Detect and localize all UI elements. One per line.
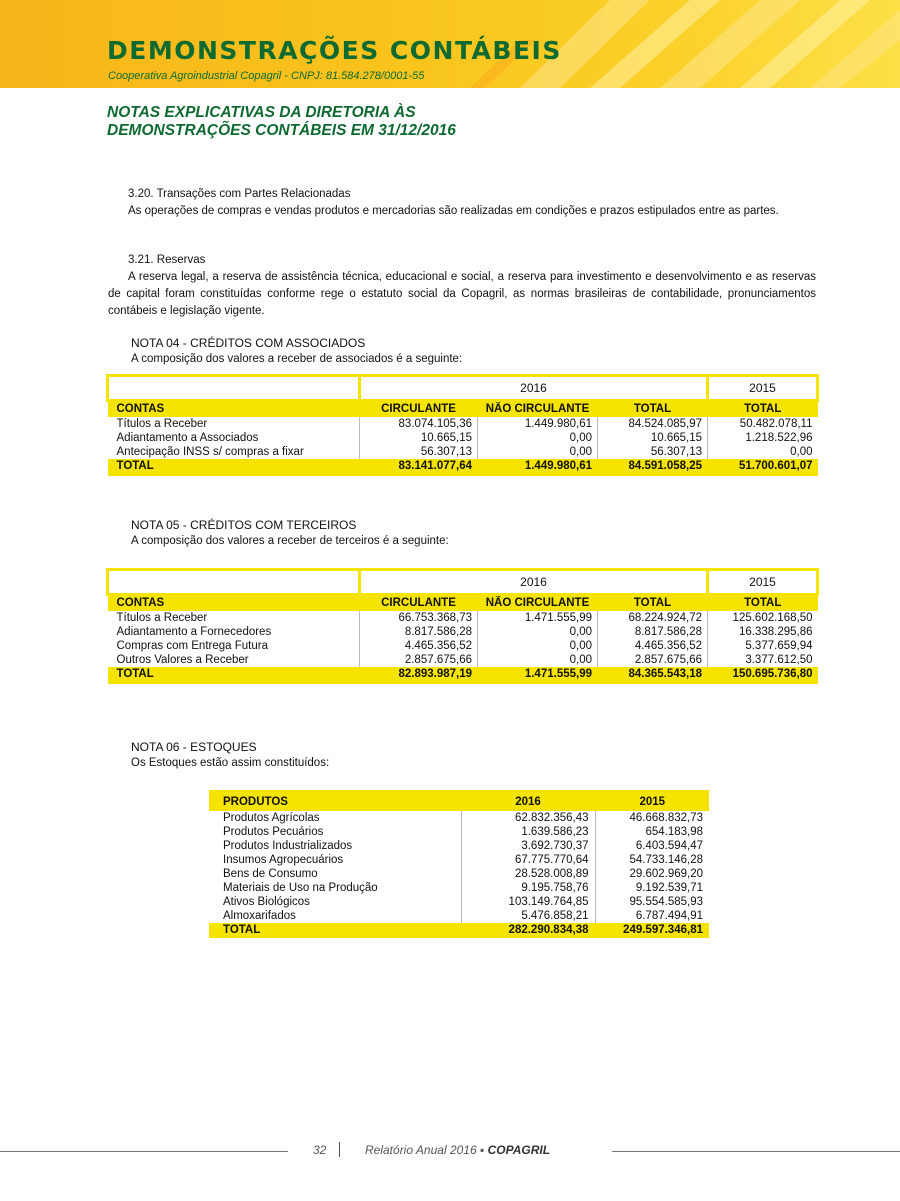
total-2015: 51.700.601,07	[708, 459, 818, 475]
table-row	[108, 625, 818, 639]
cell-nao-circulante: 1.471.555,99	[478, 611, 598, 625]
total-label: TOTAL	[108, 459, 360, 475]
column-header-nao-circulante: NÃO CIRCULANTE	[478, 401, 598, 418]
row-label: Materiais de Uso na Produção	[223, 882, 378, 894]
cell-circulante: 4.465.356,52	[360, 639, 478, 653]
nota05-header-row	[108, 595, 818, 612]
cell-total-2015: 125.602.168,50	[708, 611, 818, 625]
table-row	[209, 895, 709, 909]
company-subtitle: Cooperativa Agroindustrial Copagril - CNPJ: 81.584.278/0001-55	[108, 70, 425, 82]
table-row	[209, 839, 709, 853]
nota05-total-row	[108, 667, 818, 683]
section-3-20-title: 3.20. Transações com Partes Relacionadas	[128, 188, 351, 200]
table-row	[108, 417, 818, 431]
cell-total-2016: 10.665,15	[598, 431, 708, 445]
row-label: Produtos Agrícolas	[223, 812, 320, 824]
total-2015: 150.695.736,80	[708, 667, 818, 683]
column-header-contas: CONTAS	[108, 595, 360, 612]
table-row	[209, 853, 709, 867]
cell-2015: 6.403.594,47	[595, 839, 709, 853]
total-nao-circulante: 1.471.555,99	[478, 667, 598, 683]
cell-circulante: 83.074.105,36	[360, 417, 478, 431]
column-header-contas: CONTAS	[108, 401, 360, 418]
table-row	[209, 867, 709, 881]
footer-brand: COPAGRIL	[487, 1143, 551, 1157]
row-label: Títulos a Receber	[116, 612, 208, 624]
nota05-year-row	[108, 570, 818, 595]
cell-circulante: 8.817.586,28	[360, 625, 478, 639]
cell-2016: 28.528.008,89	[461, 867, 595, 881]
table-row	[209, 811, 709, 825]
header-banner	[0, 0, 900, 88]
row-label: Antecipação INSS s/ compras a fixar	[116, 446, 304, 458]
nota06-description: Os Estoques estão assim constituídos:	[131, 757, 330, 769]
column-header-2015: 2015	[595, 792, 709, 812]
cell-2015: 6.787.494,91	[595, 909, 709, 923]
column-header-2016: 2016	[461, 792, 595, 812]
total-circulante: 83.141.077,64	[360, 459, 478, 475]
cell-total-2016: 56.307,13	[598, 445, 708, 459]
cell-nao-circulante: 0,00	[478, 639, 598, 653]
nota04-table	[106, 374, 819, 476]
cell-circulante: 56.307,13	[360, 445, 478, 459]
section-3-21-title: 3.21. Reservas	[128, 254, 206, 266]
row-label: Outros Valores a Receber	[116, 654, 249, 666]
cell-circulante: 10.665,15	[360, 431, 478, 445]
total-label: TOTAL	[209, 923, 461, 938]
cell-total-2015: 5.377.659,94	[708, 639, 818, 653]
nota06-title: NOTA 06 - ESTOQUES	[131, 740, 257, 754]
cell-2015: 29.602.969,20	[595, 867, 709, 881]
total-2016: 84.591.058,25	[598, 459, 708, 475]
column-header-total-2016: TOTAL	[598, 401, 708, 418]
table-row	[209, 909, 709, 923]
cell-2016: 9.195.758,76	[461, 881, 595, 895]
row-label: Ativos Biológicos	[223, 896, 310, 908]
page-subtitle	[107, 104, 456, 140]
nota05-year-current: 2016	[360, 570, 708, 595]
cell-circulante: 66.753.368,73	[360, 611, 478, 625]
nota04-header-row	[108, 401, 818, 418]
cell-total-2015: 50.482.078,11	[708, 417, 818, 431]
cell-total-2015: 1.218.522,96	[708, 431, 818, 445]
total-nao-circulante: 1.449.980,61	[478, 459, 598, 475]
column-header-total-2016: TOTAL	[598, 595, 708, 612]
nota05-title: NOTA 05 - CRÉDITOS COM TERCEIROS	[131, 518, 357, 532]
table-row	[108, 639, 818, 653]
column-header-total-2015: TOTAL	[708, 401, 818, 418]
cell-2015: 54.733.146,28	[595, 853, 709, 867]
cell-2015: 654.183,98	[595, 825, 709, 839]
page-subtitle-line1: NOTAS EXPLICATIVAS DA DIRETORIA ÀS	[107, 104, 416, 121]
total-2016: 84.365.543,18	[598, 667, 708, 683]
cell-circulante: 2.857.675,66	[360, 653, 478, 667]
cell-2016: 3.692.730,37	[461, 839, 595, 853]
page-subtitle-line2: DEMONSTRAÇÕES CONTÁBEIS EM 31/12/2016	[107, 122, 456, 139]
cell-total-2016: 4.465.356,52	[598, 639, 708, 653]
section-3-21-text: A reserva legal, a reserva de assistência técnica, educacional e social, a reserva para investimento e desenvolvimento e as reservas de capital foram constituídas conforme rege o estatuto social da Copagril, as normas brasileiras de contabilidade, pronunciamentos contábeis e legislação vigente.	[108, 271, 816, 317]
table-row	[209, 825, 709, 839]
cell-2016: 5.476.858,21	[461, 909, 595, 923]
column-header-nao-circulante: NÃO CIRCULANTE	[478, 595, 598, 612]
nota04-year-row	[108, 376, 818, 401]
cell-nao-circulante: 0,00	[478, 431, 598, 445]
cell-2016: 1.639.586,23	[461, 825, 595, 839]
cell-total-2016: 2.857.675,66	[598, 653, 708, 667]
cell-2015: 46.668.832,73	[595, 811, 709, 825]
nota06-table	[209, 790, 709, 938]
cell-total-2016: 84.524.085,97	[598, 417, 708, 431]
section-3-20	[108, 186, 816, 220]
column-header-circulante: CIRCULANTE	[360, 401, 478, 418]
row-label: Bens de Consumo	[223, 868, 318, 880]
footer-rule-left	[0, 1151, 288, 1152]
cell-nao-circulante: 0,00	[478, 653, 598, 667]
nota04-year-prior: 2015	[708, 376, 818, 401]
cell-total-2016: 8.817.586,28	[598, 625, 708, 639]
footer-report-label	[365, 1143, 550, 1157]
row-label: Adiantamento a Associados	[116, 432, 259, 444]
nota05-table	[106, 568, 819, 684]
nota06-total-row	[209, 923, 709, 938]
page-footer	[0, 1140, 900, 1164]
table-row	[108, 445, 818, 459]
row-label: Produtos Pecuários	[223, 826, 324, 838]
section-3-21	[108, 252, 816, 320]
row-label: Adiantamento a Fornecedores	[116, 626, 272, 638]
cell-total-2015: 16.338.295,86	[708, 625, 818, 639]
column-header-circulante: CIRCULANTE	[360, 595, 478, 612]
cell-2016: 62.832.356,43	[461, 811, 595, 825]
table-row	[108, 611, 818, 625]
cell-nao-circulante: 1.449.980,61	[478, 417, 598, 431]
cell-2015: 9.192.539,71	[595, 881, 709, 895]
row-label: Produtos Industrializados	[223, 840, 353, 852]
footer-report-name: Relatório Anual 2016	[365, 1143, 477, 1157]
column-header-produtos: PRODUTOS	[209, 792, 461, 812]
section-3-20-text: As operações de compras e vendas produtos e mercadorias são realizadas em condições e prazos estipulados entre as partes.	[128, 205, 779, 217]
cell-2015: 95.554.585,93	[595, 895, 709, 909]
page-number: 32	[313, 1143, 327, 1157]
footer-separator	[339, 1142, 340, 1157]
footer-rule-right	[612, 1151, 900, 1152]
total-circulante: 82.893.987,19	[360, 667, 478, 683]
nota06-header-row	[209, 792, 709, 812]
document-title: DEMONSTRAÇÕES CONTÁBEIS	[107, 36, 562, 65]
nota04-description: A composição dos valores a receber de associados é a seguinte:	[131, 353, 463, 365]
nota05-year-prior: 2015	[708, 570, 818, 595]
row-label: Almoxarifados	[223, 910, 296, 922]
nota04-title: NOTA 04 - CRÉDITOS COM ASSOCIADOS	[131, 336, 366, 350]
row-label: Compras com Entrega Futura	[116, 640, 268, 652]
nota04-year-current: 2016	[360, 376, 708, 401]
cell-total-2015: 3.377.612,50	[708, 653, 818, 667]
cell-total-2016: 68.224.924,72	[598, 611, 708, 625]
column-header-total-2015: TOTAL	[708, 595, 818, 612]
total-label: TOTAL	[108, 667, 360, 683]
total-2016: 282.290.834,38	[461, 923, 595, 938]
table-row	[209, 881, 709, 895]
cell-2016: 103.149.764,85	[461, 895, 595, 909]
nota05-description: A composição dos valores a receber de terceiros é a seguinte:	[131, 535, 449, 547]
cell-2016: 67.775.770,64	[461, 853, 595, 867]
footer-bullet: ▪	[479, 1143, 485, 1157]
table-row	[108, 653, 818, 667]
row-label: Insumos Agropecuários	[223, 854, 344, 866]
total-2015: 249.597.346,81	[595, 923, 709, 938]
cell-nao-circulante: 0,00	[478, 445, 598, 459]
cell-total-2015: 0,00	[708, 445, 818, 459]
cell-nao-circulante: 0,00	[478, 625, 598, 639]
nota04-total-row	[108, 459, 818, 475]
row-label: Títulos a Receber	[116, 418, 208, 430]
table-row	[108, 431, 818, 445]
